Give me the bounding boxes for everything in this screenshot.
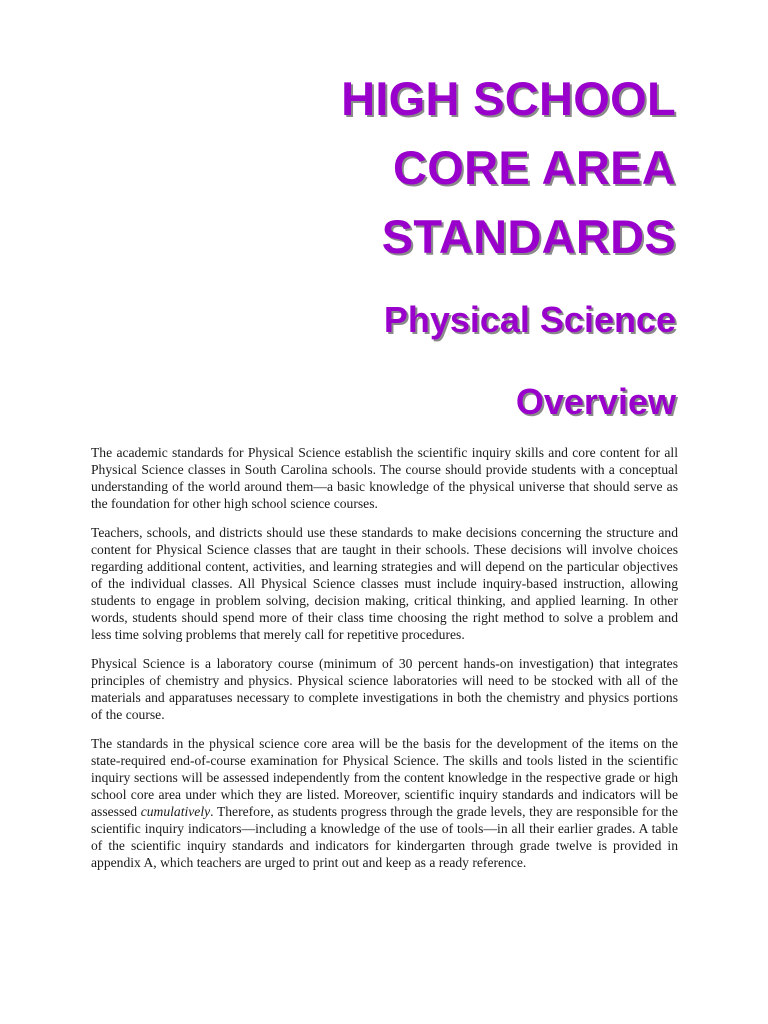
subtitle-line-2: Overview — [515, 381, 676, 422]
paragraph-4-after: . Therefore, as students progress through the grade levels, they are responsible for the scientific inquiry indicators—including a knowledge of the use of tools—in all their earlier grades. A table of the scientific inquiry standards and indicators for kindergarten through grade twelve is provided in appendix A, which teachers are urged to print out and keep as a ready reference. — [91, 804, 678, 870]
document-title — [341, 64, 676, 271]
paragraph-3: Physical Science is a laboratory course (minimum of 30 percent hands-on investigation) that integrates principles of chemistry and physics. Physical science laboratories will need to be stocked with all of the materials and apparatuses necessary to complete investigations in both the chemistry and physics portions of the course. — [91, 656, 678, 722]
title-line-1: HIGH SCHOOL — [341, 72, 676, 125]
title-line-2: CORE AREA — [393, 141, 676, 194]
paragraph-1: The academic standards for Physical Science establish the scientific inquiry skills and core content for all Physical Science classes in South Carolina schools. The course should provide students with a conceptual understanding of the world around them—a basic knowledge of the physical universe that should serve as the foundation for other high school science courses. — [91, 445, 678, 511]
paragraph-4 — [91, 735, 678, 871]
paragraph-4-before: The standards in the physical science core area will be the basis for the development of the items on the state-required end-of-course examination for Physical Science. The skills and tools listed in the scientific inquiry sections will be assessed independently from the content knowledge in the respective grade or high school core area under which they are listed. Moreover, scientific inquiry standards and indicators will be assessed — [91, 736, 678, 819]
body-text — [91, 444, 678, 883]
paragraph-2: Teachers, schools, and districts should use these standards to make decisions concerning the structure and content for Physical Science classes that are taught in their schools. These decisions will involve choices regarding additional content, activities, and learning strategies and will depend on the particular objectives of the individual classes. All Physical Science classes must include inquiry-based instruction, allowing students to engage in problem solving, decision making, critical thinking, and applied learning. In other words, students should spend more of their class time choosing the right method to solve a problem and less time solving problems that merely call for repetitive procedures. — [91, 525, 678, 642]
document-subtitle — [384, 300, 676, 422]
title-line-3: STANDARDS — [381, 210, 676, 263]
subtitle-line-1: Physical Science — [383, 299, 676, 340]
paragraph-4-emphasis: cumulatively — [140, 804, 211, 819]
